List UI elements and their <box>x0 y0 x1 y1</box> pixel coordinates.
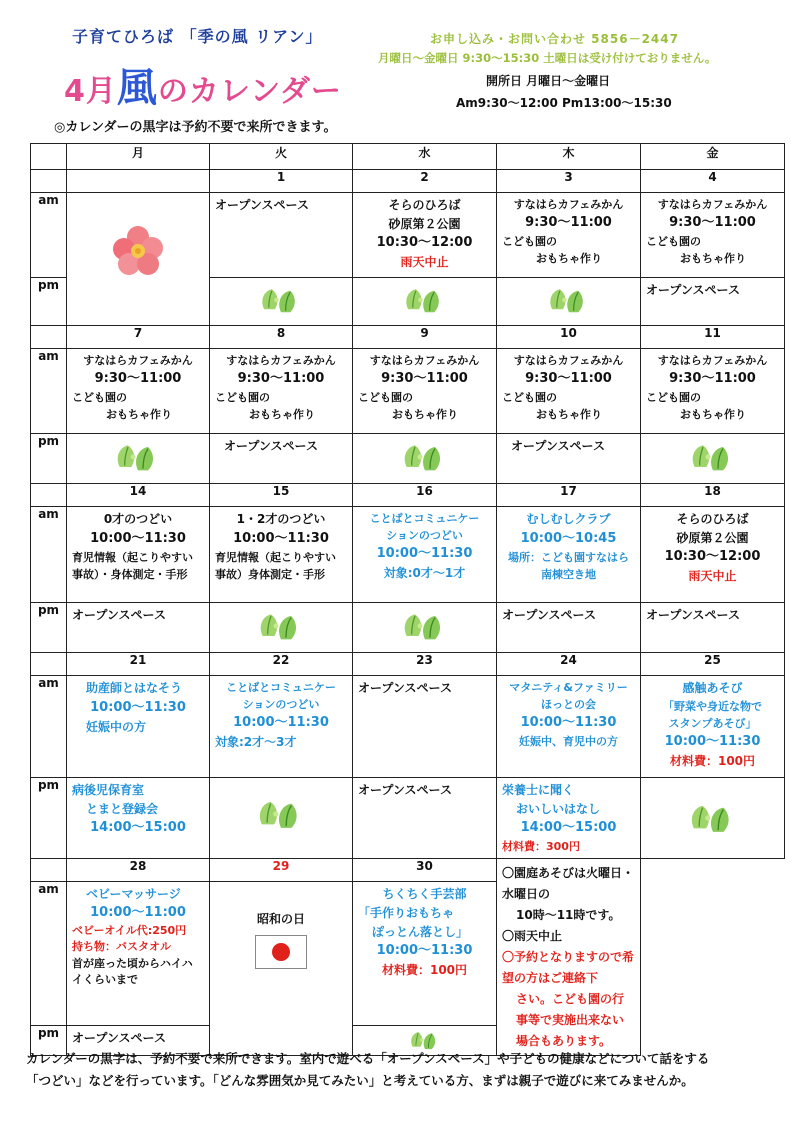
date-cell: 11 <box>641 326 785 349</box>
date-cell: 1 <box>210 170 353 193</box>
date-cell: 8 <box>210 326 353 349</box>
date-cell: 17 <box>497 484 641 507</box>
weekday-tue: 火 <box>210 144 353 170</box>
week1-pm: pm オープンスペース <box>31 278 785 326</box>
cell-apr1-am: オープンスペース <box>210 193 353 278</box>
week1-dates <box>31 170 785 193</box>
reception-hours: 月曜日～金曜日 9:30～15:30 土曜日は受け付けておりません。 <box>378 51 717 65</box>
month-suffix: のカレンダー <box>157 74 342 109</box>
open-times: Am9:30～12:00 Pm13:00～15:30 <box>456 96 672 110</box>
leaf-icon <box>687 800 739 836</box>
date-cell: 25 <box>641 653 785 676</box>
leaf-icon <box>688 440 738 474</box>
leaf-icon <box>113 440 163 474</box>
week5-am: am ベビーマッサージ 10:00～11:00 ベビーオイル代:250円 持ち物：バスタオル 首が座った頃からハイハ イくらいまで 昭和の日 ちくちく手芸部 「手作りおもちゃ ぽっとん落とし」 10:00～11:30 材料費：100円 <box>31 882 785 1026</box>
week4-dates <box>31 653 785 676</box>
leaf-icon <box>402 284 448 316</box>
contact-phone: お申し込み・お問い合わせ 5856－2447 <box>430 32 679 46</box>
date-cell: 16 <box>353 484 497 507</box>
calendar-table <box>30 143 785 1056</box>
week4-am: am 助産師とはなそう 10:00～11:30 妊娠中の方 ことばとコミュニケー ションのつどい 10:00～11:30 対象:2才～3才 オープンスペース マタニティ&ファミリー ほっとの会 10:00～11:30 妊娠中、育児中の方 感触あそび 「野菜や身近な物で スタンプあそび」 10:00～11:30 材料費：100円 <box>31 676 785 778</box>
cell-apr22-am: ことばとコミュニケー ションのつどい 10:00～11:30 対象:2才～3才 <box>210 676 353 778</box>
month-number: 4月 <box>64 74 117 109</box>
date-cell: 21 <box>67 653 210 676</box>
week2-dates <box>31 326 785 349</box>
date-cell: 14 <box>67 484 210 507</box>
japan-flag-icon <box>255 935 307 969</box>
pm-label: pm <box>31 278 67 326</box>
cell-apr7-am: すなはらカフェみかん 9:30～11:00 こども園の おもちゃ作り <box>67 349 210 434</box>
flower-icon <box>108 221 168 281</box>
date-cell: 7 <box>67 326 210 349</box>
cell-apr21-am: 助産師とはなそう 10:00～11:30 妊娠中の方 <box>67 676 210 778</box>
week5-pm: pm オープンスペース <box>31 1026 785 1056</box>
leaf-icon <box>255 796 307 832</box>
week1-am <box>31 193 785 278</box>
cell-apr23-am: オープンスペース <box>353 676 497 778</box>
week3-pm: pm オープンスペース オープンスペース オープンスペース <box>31 603 785 653</box>
notes-cell: 〇園庭あそびは火曜日・水曜日の 10時～11時です。 〇雨天中止 〇予約となりますので希望の方はご連絡下 さい。こども園の行事等で実施出来ない 場合もあります。 <box>497 859 641 1056</box>
cell-apr18-am: そらのひろば 砂原第２公園 10:30～12:00 雨天中止 <box>641 507 785 603</box>
cell-apr10-am: すなはらカフェみかん 9:30～11:00 こども園の おもちゃ作り <box>497 349 641 434</box>
weekday-thu: 木 <box>497 144 641 170</box>
cell-apr24-pm: 栄養士に聞く おいしいはなし 14:00～15:00 材料費：300円 <box>497 778 641 859</box>
week5-dates <box>31 859 785 882</box>
date-cell-holiday: 29 <box>210 859 353 882</box>
cell-apr28-am: ベビーマッサージ 10:00～11:00 ベビーオイル代:250円 持ち物：バスタオル 首が座った頃からハイハ イくらいまで <box>67 882 210 1026</box>
holiday-label: 昭和の日 <box>256 912 305 927</box>
cell-apr3-am: すなはらカフェみかん 9:30～11:00 こども園の おもちゃ作り <box>497 193 641 278</box>
week2-pm: pm オープンスペース オープンスペース <box>31 434 785 484</box>
leaf-icon <box>258 284 304 316</box>
weekday-mon: 月 <box>67 144 210 170</box>
week2-am: am すなはらカフェみかん 9:30～11:00 こども園の おもちゃ作り すなはらカフェみかん 9:30～11:00 こども園の おもちゃ作り すなはらカフェみかん 9:30～11:00 こども園の おもちゃ作り すなはらカフェみかん 9:30～11:00 こども園の おもちゃ作り すなはらカフェみかん 9:30～11:00 こども園の おもちゃ作り <box>31 349 785 434</box>
cell-apr30-am: ちくちく手芸部 「手作りおもちゃ ぽっとん落とし」 10:00～11:30 材料費：100円 <box>353 882 497 1026</box>
cell-apr17-am: むしむしクラブ 10:00～10:45 場所：こども園すなはら 南棟空き地 <box>497 507 641 603</box>
cell-apr25-am: 感触あそび 「野菜や身近な物で スタンプあそび」 10:00～11:30 材料費：100円 <box>641 676 785 778</box>
cell-apr8-am: すなはらカフェみかん 9:30～11:00 こども園の おもちゃ作り <box>210 349 353 434</box>
cell-apr2-am: そらのひろば 砂原第２公園 10:30～12:00 雨天中止 <box>353 193 497 278</box>
kaze-character: 風 <box>116 65 158 111</box>
footer-note: カレンダーの黒字は、予約不要で来所できます。室内で遊べる「オープンスペース」や子どもの健康などについて話をする 「つどい」などを行っています。「どんな雰囲気か見てみたい」と考えている方、まずは親子で遊びに来てみませんか。 <box>26 1051 710 1088</box>
cell-apr11-am: すなはらカフェみかん 9:30～11:00 こども園の おもちゃ作り <box>641 349 785 434</box>
date-cell: 3 <box>497 170 641 193</box>
date-cell: 24 <box>497 653 641 676</box>
date-cell: 10 <box>497 326 641 349</box>
cell-apr24-am: マタニティ&ファミリー ほっとの会 10:00～11:30 妊娠中、育児中の方 <box>497 676 641 778</box>
corner-cell <box>31 144 67 170</box>
cell-apr4-am: すなはらカフェみかん 9:30～11:00 こども園の おもちゃ作り <box>641 193 785 278</box>
cell-apr9-am: すなはらカフェみかん 9:30～11:00 こども園の おもちゃ作り <box>353 349 497 434</box>
am-label: am <box>31 193 67 278</box>
empty-flower-cell <box>67 193 210 326</box>
date-cell: 23 <box>353 653 497 676</box>
date-cell: 2 <box>353 170 497 193</box>
notice-line: ◎カレンダーの黒字は予約不要で来所できます。 <box>54 120 337 135</box>
cell-apr14-am: 0才のつどい 10:00～11:30 育児情報（起こりやすい 事故）・身体測定・手形 <box>67 507 210 603</box>
cell-apr29 <box>210 882 353 1056</box>
week4-pm: pm 病後児保育室 とまと登録会 14:00～15:00 オープンスペース 栄養士に聞く おいしいはなし 14:00～15:00 材料費：300円 <box>31 778 785 859</box>
cell-apr16-am: ことばとコミュニケー ションのつどい 10:00～11:30 対象:0才～1才 <box>353 507 497 603</box>
weekday-wed: 水 <box>353 144 497 170</box>
cell-apr21-pm: 病後児保育室 とまと登録会 14:00～15:00 <box>67 778 210 859</box>
date-cell: 15 <box>210 484 353 507</box>
date-cell: 4 <box>641 170 785 193</box>
month-title <box>64 56 342 113</box>
week3-am: am 0才のつどい 10:00～11:30 育児情報（起こりやすい 事故）・身体測定・手形 1・2才のつどい 10:00～11:30 育児情報（起こりやすい 事故）身体測定・手形 ことばとコミュニケー ションのつどい 10:00～11:30 対象:0才～1才 むしむしクラブ 10:00～10:45 場所：こども園すなはら 南棟空き地 そらのひろば 砂原第２公園 10:30～12:00 雨天中止 <box>31 507 785 603</box>
date-cell: 22 <box>210 653 353 676</box>
date-cell: 28 <box>67 859 210 882</box>
cell-apr15-am: 1・2才のつどい 10:00～11:30 育児情報（起こりやすい 事故）身体測定・手形 <box>210 507 353 603</box>
week3-dates <box>31 484 785 507</box>
date-cell: 18 <box>641 484 785 507</box>
org-title: 子育てひろば 「季の風 リアン」 <box>72 27 323 46</box>
date-cell <box>67 170 210 193</box>
open-days: 開所日 月曜日～金曜日 <box>486 74 611 88</box>
weekday-header-row <box>31 144 785 170</box>
date-cell: 30 <box>353 859 497 882</box>
weekday-fri: 金 <box>641 144 785 170</box>
leaf-icon <box>256 609 306 643</box>
leaf-icon <box>400 440 450 474</box>
date-cell: 9 <box>353 326 497 349</box>
leaf-icon <box>546 284 592 316</box>
leaf-icon <box>400 609 450 643</box>
